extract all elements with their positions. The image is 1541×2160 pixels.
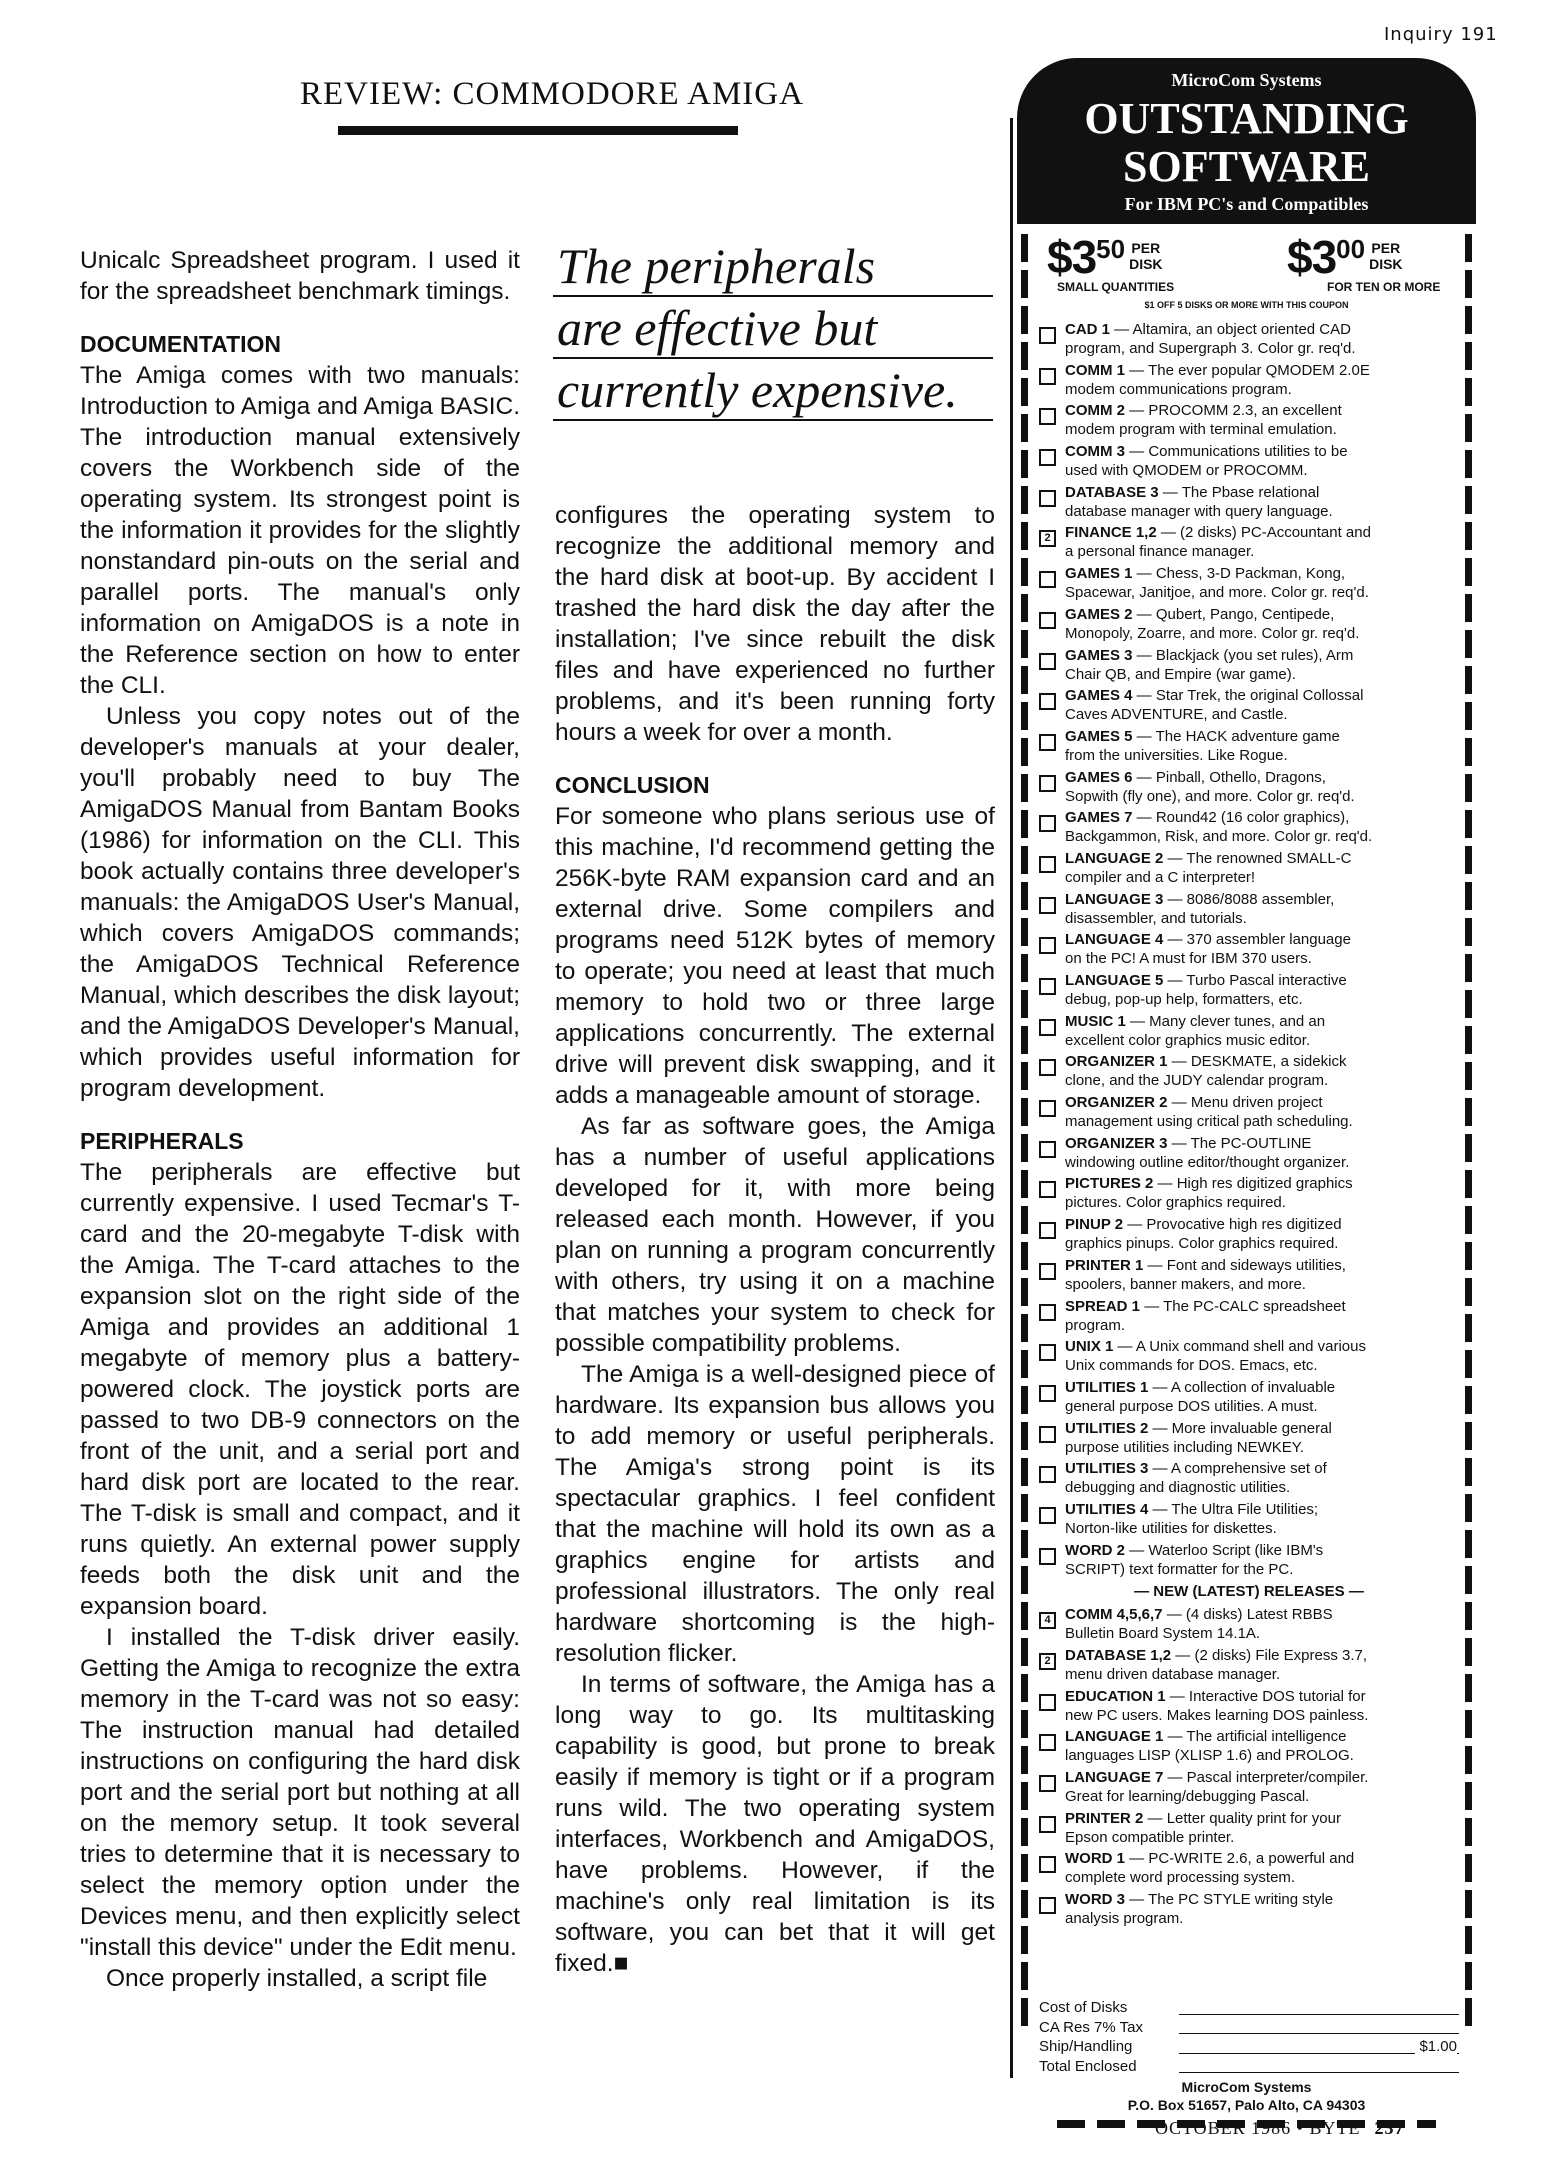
order-item — [1039, 930, 1459, 971]
item-name: GAMES 1 — [1065, 565, 1133, 583]
order-checkbox[interactable] — [1039, 1181, 1056, 1198]
item-description: — (2 disks) File Express 3.7, — [1171, 1647, 1368, 1664]
ad-footer-address: P.O. Box 51657, Palo Alto, CA 94303 — [1127, 2097, 1366, 2113]
item-description: — Font and sideways utilities, — [1143, 1256, 1346, 1274]
order-checkbox[interactable] — [1039, 1816, 1056, 1833]
item-name: PRINTER 2 — [1065, 1809, 1144, 1827]
order-checkbox[interactable] — [1039, 693, 1056, 710]
price-cents: 00 — [1336, 234, 1366, 264]
item-name: GAMES 6 — [1065, 768, 1133, 786]
item-description: — 8086/8088 assembler, — [1163, 890, 1335, 908]
ad-title: OUTSTANDING — [1084, 94, 1409, 143]
item-description: — Menu driven project — [1167, 1094, 1323, 1112]
item-description: — More invaluable general — [1148, 1419, 1332, 1437]
item-description: compiler and a C interpreter! — [1065, 868, 1256, 886]
order-checkbox[interactable] — [1039, 775, 1056, 792]
coupon-border — [1021, 234, 1028, 2034]
order-item — [1039, 1541, 1459, 1582]
item-description: — PROCOMM 2.3, an excellent — [1125, 402, 1342, 420]
page-footer — [1155, 2118, 1404, 2139]
order-item — [1039, 1297, 1459, 1338]
shipping-amount: $1.00 — [1415, 2037, 1457, 2057]
totals-label: CA Res 7% Tax — [1039, 2019, 1147, 2036]
item-description: — PC-WRITE 2.6, a powerful and — [1125, 1850, 1355, 1868]
item-description: management using critical path scheduling. — [1065, 1113, 1353, 1131]
section-heading-documentation: DOCUMENTATION — [80, 331, 282, 357]
price-disk: DISK — [1129, 256, 1163, 272]
order-item — [1039, 1174, 1459, 1215]
paragraph: For someone who plans serious use of this machine, I'd recommend getting the 256K-byte RAM expansion card and an external drive. Some compilers and programs need 512K bytes of memory to operate; you need at least that much memory to hold two or three large applications concurrently. The external drive will prevent disk swapping, and it adds a manageable amount of storage. — [555, 803, 995, 1109]
order-checkbox[interactable] — [1039, 1019, 1056, 1036]
item-description: — The PC STYLE writing style — [1125, 1891, 1334, 1909]
item-description: used with QMODEM or PROCOMM. — [1065, 462, 1308, 480]
item-name: PRINTER 1 — [1065, 1256, 1144, 1274]
item-description: — The HACK adventure game — [1132, 727, 1340, 745]
microcom-advertisement — [1017, 58, 1476, 2113]
order-checkbox[interactable] — [1039, 897, 1056, 914]
item-description: — Star Trek, the original Collossal — [1132, 687, 1364, 705]
paragraph: I installed the T-disk driver easily. Getting the Amiga to recognize the extra memory in the T-card was not so easy: The instruction manual had detailed instructions on configuring the hard disk port and the serial port but nothing at all on the memory setup. It took several tries to determine that it is necessary to select the memory option under the Devices menu, and then explicitly select "install this device" under the Edit menu. — [80, 1624, 520, 1961]
order-checkbox[interactable] — [1039, 327, 1056, 344]
item-name: LANGUAGE 4 — [1065, 931, 1164, 949]
item-description: — Blackjack (you set rules), Arm — [1132, 646, 1354, 664]
coupon-border — [1465, 234, 1472, 2034]
item-description: Bulletin Board System 14.1A. — [1065, 1625, 1261, 1643]
order-item — [1039, 727, 1459, 768]
price-dollars: $3 — [1047, 231, 1097, 283]
item-description: — DESKMATE, a sidekick — [1167, 1053, 1347, 1071]
item-description: — 370 assembler language — [1163, 931, 1351, 949]
price-cents: 50 — [1096, 234, 1126, 264]
item-name: LANGUAGE 3 — [1065, 890, 1164, 908]
item-name: COMM 2 — [1065, 402, 1125, 420]
item-name: MUSIC 1 — [1065, 1012, 1126, 1030]
item-description: — Pinball, Othello, Dragons, — [1132, 768, 1326, 786]
order-checkbox[interactable] — [1039, 1897, 1056, 1914]
order-item — [1039, 1809, 1459, 1850]
paragraph: The Amiga is a well-designed piece of hardware. Its expansion bus allows you to add memory or useful peripherals. The Amiga's strong point is its spectacular graphics. I feel confident that the machine will hold its own as a graphics engine for artists and professional illustrators. The only real hardware shortcoming is the high-resolution flicker. — [555, 1361, 995, 1667]
order-item — [1039, 605, 1459, 646]
item-name: LANGUAGE 5 — [1065, 972, 1164, 989]
order-item — [1039, 971, 1459, 1012]
section-heading-conclusion: CONCLUSION — [555, 772, 710, 798]
item-description: program. — [1065, 1316, 1126, 1334]
item-name: GAMES 7 — [1065, 809, 1133, 827]
order-item — [1039, 483, 1459, 524]
item-name: ORGANIZER 3 — [1065, 1134, 1168, 1152]
order-item — [1039, 849, 1459, 890]
order-checkbox[interactable] — [1039, 408, 1056, 425]
software-list — [1039, 320, 1459, 1931]
paragraph: Unless you copy notes out of the developer's manuals at your dealer, you'll probably need to buy The AmigaDOS Manual from Bantam Books (1986) for information on the CLI. This book actually contains three developer's manuals: the AmigaDOS User's Manual, which covers AmigaDOS commands; the AmigaDOS Technical Reference Manual, which describes the disk layout; and the AmigaDOS Developer's Manual, which provides useful information for program development. — [80, 703, 520, 1102]
item-name: COMM 3 — [1065, 443, 1125, 461]
item-description: — The renowned SMALL-C — [1163, 849, 1352, 867]
paragraph: The Amiga comes with two manuals: Introduction to Amiga and Amiga BASIC. The introduction manual extensively covers the Workbench side of the operating system. Its strongest point is the information it provides for the slightly nonstandard pin-outs on the serial and parallel ports. The manual's only information on AmigaDOS is a note in the Reference section on how to enter the CLI. — [80, 362, 520, 699]
ad-footer-company: MicroCom Systems — [1181, 2079, 1312, 2095]
pull-quote-line: currently expensive. — [553, 359, 993, 421]
new-releases-header: — NEW (LATEST) RELEASES — — [1134, 1583, 1364, 1601]
item-description: — (2 disks) PC-Accountant and — [1156, 524, 1371, 542]
item-description: — (4 disks) Latest RBBS — [1162, 1606, 1333, 1624]
pull-quote-line: are effective but — [553, 297, 993, 359]
item-description: from the universities. Like Rogue. — [1065, 746, 1288, 764]
item-description: disassembler, and tutorials. — [1065, 909, 1247, 927]
order-checkbox[interactable] — [1039, 978, 1056, 995]
order-item — [1039, 1768, 1459, 1809]
item-description: Chair QB, and Empire (war game). — [1065, 665, 1296, 683]
item-name: CAD 1 — [1065, 321, 1111, 338]
item-description: Monopoly, Zoarre, and more. Color gr. req'd. — [1065, 624, 1360, 642]
order-checkbox[interactable] — [1039, 368, 1056, 385]
totals-row — [1039, 1998, 1459, 2018]
item-name: DATABASE 3 — [1065, 483, 1159, 501]
order-item — [1039, 1337, 1459, 1378]
paragraph-text: In terms of software, the Amiga has a long way to go. Its multitasking capability is good, but prone to break easily if memory is tight or if a program runs wild. The two operating system interfaces, Workbench and AmigaDOS, have problems. However, if the machine's only real limitation is its software, you can bet that it will get fixed. — [555, 1671, 995, 1977]
item-description: — A Unix command shell and various — [1113, 1338, 1366, 1356]
item-name: GAMES 4 — [1065, 687, 1133, 705]
order-item — [1039, 1646, 1459, 1687]
item-description: — Interactive DOS tutorial for — [1165, 1687, 1366, 1705]
price-per: PER — [1371, 240, 1401, 256]
item-name: WORD 3 — [1065, 1891, 1125, 1909]
ad-subtitle: For IBM PC's and Compatibles — [1124, 194, 1369, 214]
item-description: database manager with query language. — [1065, 502, 1333, 520]
paragraph: As far as software goes, the Amiga has a number of useful applications developed for it, with more being released each month. However, if you plan on running a program concurrently with others, try using it on a machine that matches your system to check for possible compatibility problems. — [555, 1113, 995, 1357]
item-description: — The artificial intelligence — [1163, 1728, 1347, 1746]
item-description: debug, pop-up help, formatters, etc. — [1065, 991, 1303, 1008]
item-description: — Turbo Pascal interactive — [1163, 972, 1347, 989]
totals-label: Cost of Disks — [1039, 1999, 1131, 2016]
order-item — [1039, 1500, 1459, 1541]
item-description: pictures. Color graphics required. — [1065, 1194, 1286, 1212]
order-item — [1039, 1378, 1459, 1419]
item-description: — The PC-CALC spreadsheet — [1140, 1297, 1346, 1315]
item-name: LANGUAGE 1 — [1065, 1728, 1164, 1746]
item-name: LANGUAGE 2 — [1065, 849, 1164, 867]
item-description: Unix commands for DOS. Emacs, etc. — [1065, 1357, 1318, 1375]
paragraph: configures the operating system to recognize the additional memory and the hard disk at boot-up. By accident I trashed the hard disk the day after the installation; I've since rebuilt the disk files and have experienced no further problems, and it's been running forty hours a week for over a month. — [555, 502, 995, 746]
order-item — [1039, 564, 1459, 605]
item-description: — Many clever tunes, and an — [1125, 1012, 1326, 1030]
ad-footer — [1017, 2078, 1476, 2114]
item-description: — The Ultra File Utilities; — [1148, 1500, 1319, 1518]
order-checkbox[interactable] — [1039, 1856, 1056, 1873]
order-checkbox[interactable] — [1039, 1385, 1056, 1402]
order-checkbox[interactable] — [1039, 1507, 1056, 1524]
order-checkbox[interactable] — [1039, 1100, 1056, 1117]
item-description: — The ever popular QMODEM 2.0E — [1125, 361, 1370, 379]
item-description: Backgammon, Risk, and more. Color gr. req'd. — [1065, 828, 1373, 846]
order-item — [1039, 442, 1459, 483]
price-qty-label: FOR TEN OR MORE — [1327, 280, 1441, 294]
item-name: COMM 4,5,6,7 — [1065, 1606, 1163, 1624]
order-checkbox[interactable] — [1039, 937, 1056, 954]
item-description: excellent color graphics music editor. — [1065, 1031, 1311, 1049]
item-name: PICTURES 2 — [1065, 1175, 1154, 1193]
item-description: debugging and diagnostic utilities. — [1065, 1479, 1291, 1497]
item-name: ORGANIZER 2 — [1065, 1094, 1168, 1112]
order-checkbox[interactable] — [1039, 1141, 1056, 1158]
item-name: PINUP 2 — [1065, 1216, 1124, 1234]
order-totals — [1039, 1998, 1459, 2076]
order-item — [1039, 401, 1459, 442]
item-name: SPREAD 1 — [1065, 1297, 1141, 1315]
pull-quote — [553, 235, 993, 421]
order-checkbox[interactable]: 4 — [1039, 1612, 1056, 1629]
item-description: — Communications utilities to be — [1125, 443, 1348, 461]
order-item — [1039, 1419, 1459, 1460]
order-checkbox[interactable] — [1039, 449, 1056, 466]
order-checkbox[interactable] — [1039, 1304, 1056, 1321]
order-checkbox[interactable] — [1039, 815, 1056, 832]
order-item — [1039, 1052, 1459, 1093]
pull-quote-line: The peripherals — [553, 235, 993, 297]
item-description: general purpose DOS utilities. A must. — [1065, 1397, 1318, 1415]
paragraph: Unicalc Spreadsheet program. I used it for the spreadsheet benchmark timings. — [80, 247, 520, 305]
price-dollars: $3 — [1287, 231, 1337, 283]
order-item — [1039, 1134, 1459, 1175]
item-description: languages LISP (XLISP 1.6) and PROLOG. — [1065, 1747, 1354, 1765]
order-item — [1039, 686, 1459, 727]
item-description: program, and Supergraph 3. Color gr. req'd. — [1065, 340, 1356, 357]
order-item — [1039, 768, 1459, 809]
order-checkbox[interactable]: 2 — [1039, 1653, 1056, 1670]
order-item — [1039, 1849, 1459, 1890]
order-checkbox[interactable] — [1039, 490, 1056, 507]
paragraph: The peripherals are effective but currently expensive. I used Tecmar's T-card and the 20-megabyte T-disk with the Amiga. The T-card attaches to the expansion slot on the right side of the Amiga and provides an additional 1 megabyte of memory plus a battery-powered clock. The joystick ports are passed to two DB-9 connectors on the front of the unit, and a serial port and hard disk port are located to the rear. The T-disk is small and compact, and it runs quietly. An external power supply feeds both the disk unit and the expansion board. — [80, 1159, 520, 1620]
item-description: clone, and the JUDY calendar program. — [1065, 1072, 1329, 1090]
item-description: Great for learning/debugging Pascal. — [1065, 1788, 1310, 1806]
order-checkbox[interactable] — [1039, 1775, 1056, 1792]
issue-date: OCTOBER 1986 • BYTE — [1155, 2118, 1361, 2138]
item-description: new PC users. Makes learning DOS painless. — [1065, 1706, 1369, 1724]
order-item — [1039, 1605, 1459, 1646]
item-description: Spacewar, Janitjoe, and more. Color gr. req'd. — [1065, 584, 1369, 602]
header-rule — [338, 126, 738, 135]
item-description: Sopwith (fly one), and more. Color gr. req'd. — [1065, 787, 1355, 805]
order-checkbox[interactable] — [1039, 1466, 1056, 1483]
item-description: — Round42 (16 color graphics), — [1132, 809, 1350, 827]
item-name: ORGANIZER 1 — [1065, 1053, 1168, 1071]
order-item — [1039, 1687, 1459, 1728]
order-item — [1039, 1459, 1459, 1500]
item-description: modem program with terminal emulation. — [1065, 421, 1337, 439]
item-description: — High res digitized graphics — [1153, 1175, 1353, 1193]
order-item — [1039, 523, 1459, 564]
order-checkbox[interactable] — [1039, 612, 1056, 629]
item-description: — The Pbase relational — [1158, 483, 1320, 501]
order-checkbox[interactable] — [1039, 1734, 1056, 1751]
item-description: — Pascal interpreter/compiler. — [1163, 1769, 1369, 1787]
end-mark: ■ — [613, 1950, 629, 1977]
totals-row — [1039, 2037, 1459, 2057]
item-description: — Altamira, an object oriented CAD — [1110, 321, 1351, 338]
order-checkbox[interactable]: 2 — [1039, 530, 1056, 547]
order-item — [1039, 1012, 1459, 1053]
order-item — [1039, 808, 1459, 849]
ad-company: MicroCom Systems — [1171, 70, 1322, 90]
column-divider — [1010, 118, 1013, 2078]
order-checkbox[interactable] — [1039, 1059, 1056, 1076]
order-checkbox[interactable] — [1039, 1694, 1056, 1711]
ad-title: SOFTWARE — [1123, 142, 1370, 191]
article-column-1 — [80, 245, 520, 1994]
item-description: Epson compatible printer. — [1065, 1828, 1235, 1846]
item-name: UNIX 1 — [1065, 1338, 1114, 1356]
order-checkbox[interactable] — [1039, 1222, 1056, 1239]
totals-label: Ship/Handling — [1039, 2038, 1136, 2055]
item-description: SCRIPT) text formatter for the PC. — [1065, 1560, 1294, 1578]
order-checkbox[interactable] — [1039, 856, 1056, 873]
order-item — [1039, 361, 1459, 402]
item-description: on the PC! A must for IBM 370 users. — [1065, 950, 1312, 968]
item-description: complete word processing system. — [1065, 1869, 1296, 1887]
order-checkbox[interactable] — [1039, 571, 1056, 588]
item-name: GAMES 2 — [1065, 605, 1133, 623]
item-description: analysis program. — [1065, 1910, 1184, 1928]
item-description: windowing outline editor/thought organizer. — [1065, 1153, 1350, 1171]
item-description: — Provocative high res digitized — [1123, 1216, 1342, 1234]
order-item — [1039, 1215, 1459, 1256]
order-item — [1039, 1256, 1459, 1297]
order-checkbox[interactable] — [1039, 1344, 1056, 1361]
item-description: — Waterloo Script (like IBM's — [1125, 1541, 1324, 1559]
totals-row — [1039, 2018, 1459, 2038]
totals-row — [1039, 2057, 1459, 2077]
price-qty-label: SMALL QUANTITIES — [1057, 280, 1175, 294]
price-small-quantity — [1047, 230, 1163, 284]
item-name: LANGUAGE 7 — [1065, 1769, 1164, 1787]
price-per: PER — [1131, 240, 1161, 256]
article-column-2 — [555, 500, 995, 1979]
item-name: COMM 1 — [1065, 361, 1125, 379]
item-name: UTILITIES 4 — [1065, 1500, 1149, 1518]
item-description: Caves ADVENTURE, and Castle. — [1065, 706, 1288, 724]
order-item — [1039, 1727, 1459, 1768]
section-heading-peripherals: PERIPHERALS — [80, 1128, 244, 1154]
inquiry-number: Inquiry 191 — [1384, 24, 1498, 45]
order-checkbox[interactable] — [1039, 653, 1056, 670]
paragraph: Once properly installed, a script file — [106, 1965, 488, 1992]
item-name: UTILITIES 2 — [1065, 1419, 1149, 1437]
item-description: — A collection of invaluable — [1148, 1378, 1336, 1396]
order-checkbox[interactable] — [1039, 1263, 1056, 1280]
order-item — [1039, 320, 1459, 361]
item-description: a personal finance manager. — [1065, 543, 1255, 561]
item-description: menu driven database manager. — [1065, 1666, 1281, 1683]
item-name: GAMES 3 — [1065, 646, 1133, 664]
order-item — [1039, 1890, 1459, 1931]
item-description: graphics pinups. Color graphics required. — [1065, 1235, 1339, 1253]
item-description: purpose utilities including NEWKEY. — [1065, 1438, 1305, 1456]
paragraph — [555, 1669, 995, 1979]
item-description: — Qubert, Pango, Centipede, — [1132, 605, 1335, 623]
order-checkbox[interactable] — [1039, 734, 1056, 751]
item-description: — A comprehensive set of — [1148, 1460, 1327, 1478]
price-bulk — [1287, 230, 1403, 284]
price-disk: DISK — [1369, 256, 1403, 272]
item-name: WORD 2 — [1065, 1541, 1125, 1559]
order-item — [1039, 1093, 1459, 1134]
item-name: WORD 1 — [1065, 1850, 1125, 1868]
item-description: — Chess, 3-D Packman, Kong, — [1132, 565, 1346, 583]
coupon-offer: $1 OFF 5 DISKS OR MORE WITH THIS COUPON — [1144, 300, 1349, 310]
item-name: EDUCATION 1 — [1065, 1687, 1166, 1705]
ad-header — [1017, 58, 1476, 224]
item-name: GAMES 5 — [1065, 727, 1133, 745]
item-description: — The PC-OUTLINE — [1167, 1134, 1312, 1152]
order-item — [1039, 646, 1459, 687]
totals-label: Total Enclosed — [1039, 2058, 1141, 2075]
item-name: UTILITIES 1 — [1065, 1378, 1149, 1396]
item-name: FINANCE 1,2 — [1065, 524, 1157, 542]
order-item — [1039, 890, 1459, 931]
item-description: Norton-like utilities for diskettes. — [1065, 1519, 1277, 1537]
page-header: REVIEW: COMMODORE AMIGA — [300, 76, 804, 112]
item-name: DATABASE 1,2 — [1065, 1647, 1172, 1664]
item-description: modem communications program. — [1065, 380, 1292, 398]
item-description: spoolers, banner makers, and more. — [1065, 1275, 1306, 1293]
item-name: UTILITIES 3 — [1065, 1460, 1149, 1478]
order-checkbox[interactable] — [1039, 1426, 1056, 1443]
item-description: — Letter quality print for your — [1143, 1809, 1341, 1827]
page-number: 237 — [1374, 2118, 1405, 2138]
order-checkbox[interactable] — [1039, 1548, 1056, 1565]
